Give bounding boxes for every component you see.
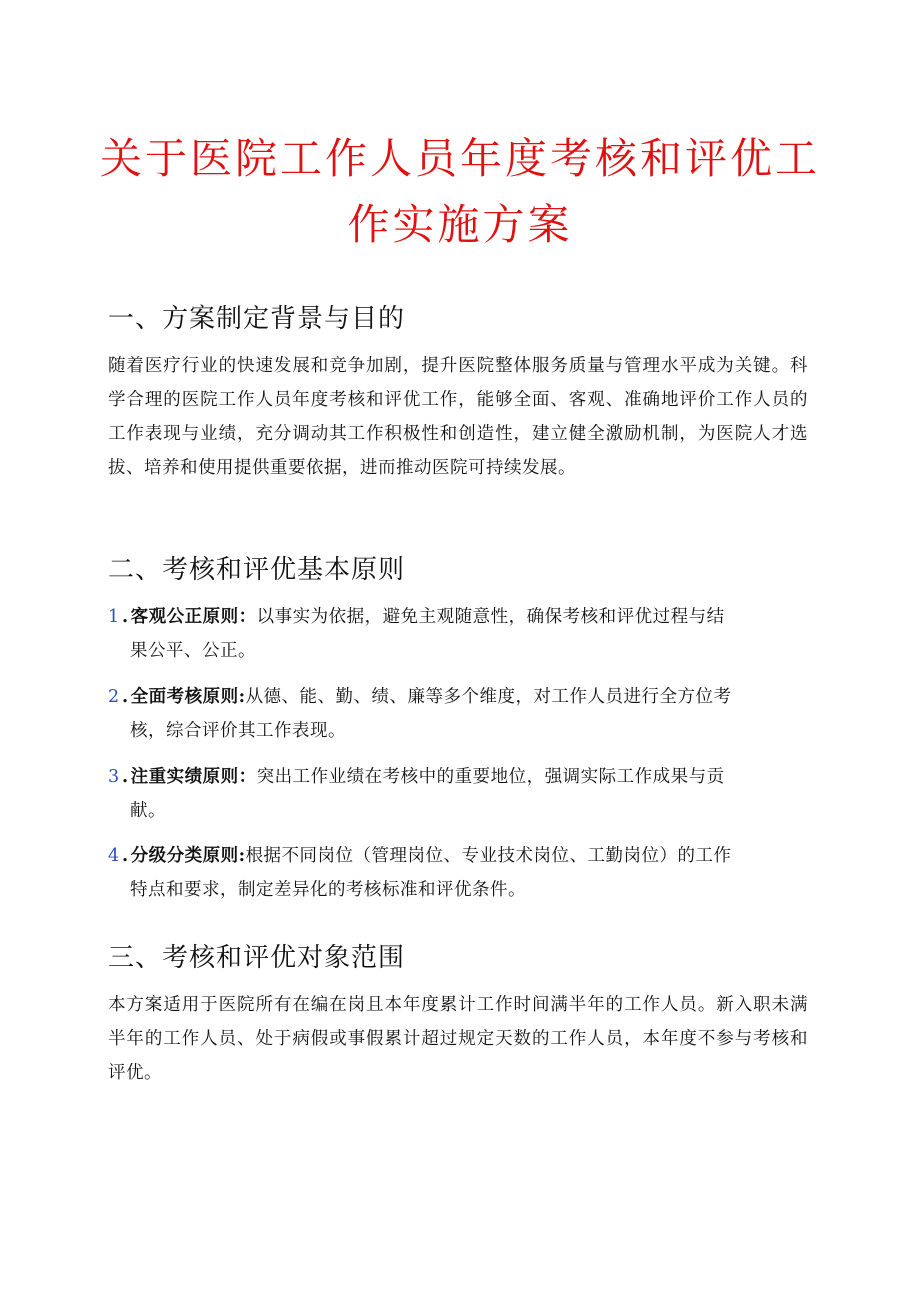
principle-item: 1 . 客观公正原则：以事实为依据，避免主观随意性，确保考核和评优过程与结 果公平、公正。 bbox=[108, 600, 812, 668]
principle-label: 客观公正原则： bbox=[130, 607, 257, 627]
section-heading-background: 一、方案制定背景与目的 bbox=[108, 304, 406, 334]
section-heading-scope: 三、考核和评优对象范围 bbox=[108, 943, 406, 973]
principle-text: 以事实为依据，避免主观随意性，确保考核和评优过程与结 bbox=[256, 607, 725, 627]
principle-text-continued: 果公平、公正。 bbox=[130, 641, 256, 661]
principle-text-continued: 核，综合评价其工作表现。 bbox=[130, 721, 346, 741]
principle-item: 3 . 注重实绩原则：突出工作业绩在考核中的重要地位，强调实际工作成果与贡 献。 bbox=[108, 760, 812, 828]
principle-item: 2 . 全面考核原则:从德、能、勤、绩、廉等多个维度，对工作人员进行全方位考 核，综合评价其工作表现。 bbox=[108, 680, 812, 748]
section-paragraph-scope: 本方案适用于医院所有在编在岗且本年度累计工作时间满半年的工作人员。新入职未满半年的工作人员、处于病假或事假累计超过规定天数的工作人员，本年度不参与考核和评优。 bbox=[108, 995, 808, 1083]
document-title bbox=[100, 126, 820, 258]
section-paragraph-background: 随着医疗行业的快速发展和竞争加剧，提升医院整体服务质量与管理水平成为关键。科学合理的医院工作人员年度考核和评优工作，能够全面、客观、准确地评价工作人员的工作表现与业绩，充分调动其工作积极性和创造性，建立健全激励机制，为医院人才选拔、培养和使用提供重要依据，进而推动医院可持续发展。 bbox=[108, 356, 808, 478]
principle-text: 根据不同岗位（管理岗位、专业技术岗位、工勤岗位）的工作 bbox=[245, 846, 732, 866]
title-line-2: 作实施方案 bbox=[347, 200, 573, 249]
principle-number: 3 bbox=[108, 767, 120, 787]
section-heading-principles: 二、考核和评优基本原则 bbox=[108, 555, 406, 585]
principle-text: 从德、能、勤、绩、廉等多个维度，对工作人员进行全方位考 bbox=[245, 687, 732, 707]
principle-label: 注重实绩原则： bbox=[130, 767, 257, 787]
principle-text-continued: 特点和要求，制定差异化的考核标准和评优条件。 bbox=[130, 880, 526, 900]
principle-number: 4 bbox=[108, 846, 120, 866]
principle-text-continued: 献。 bbox=[130, 801, 166, 821]
principle-number: 1 bbox=[108, 607, 120, 627]
principle-item: 4 . 分级分类原则:根据不同岗位（管理岗位、专业技术岗位、工勤岗位）的工作 特点和要求，制定差异化的考核标准和评优条件。 bbox=[108, 839, 812, 907]
principle-label: 全面考核原则: bbox=[130, 687, 246, 707]
principle-text: 突出工作业绩在考核中的重要地位，强调实际工作成果与贡 bbox=[256, 767, 725, 787]
title-line-1: 关于医院工作人员年度考核和评优工 bbox=[100, 134, 821, 183]
principle-number: 2 bbox=[108, 687, 120, 707]
principle-label: 分级分类原则: bbox=[130, 846, 246, 866]
